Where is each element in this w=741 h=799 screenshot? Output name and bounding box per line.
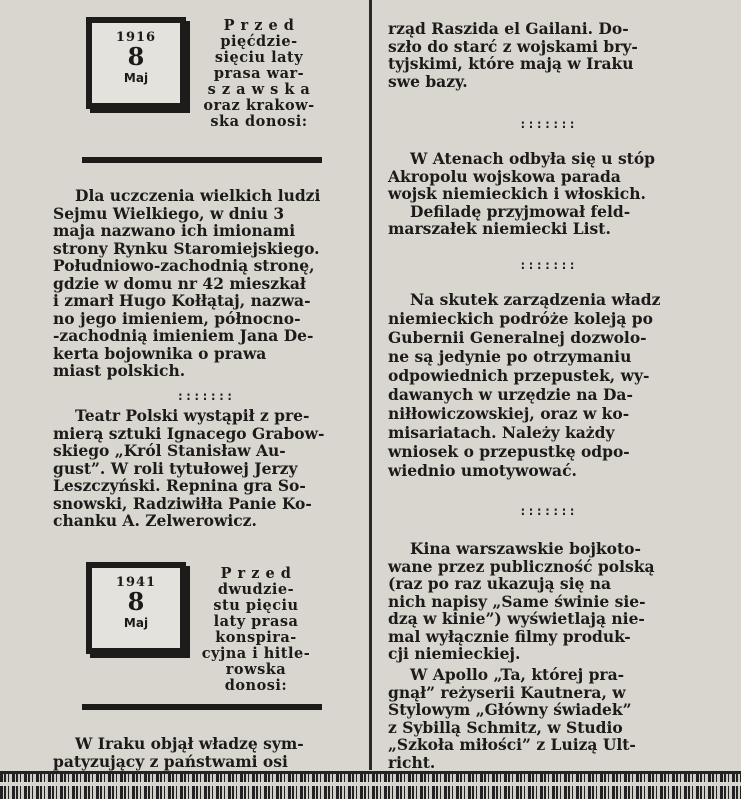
column-divider bbox=[369, 0, 372, 770]
calendar-year: 1916 bbox=[115, 30, 157, 45]
article-paragraph: W Apollo „Ta, której pra- gnął” reżyserii Kautnera, w Stylowym „Główny świadek” z Sybillą Schmitz, w Studio „Szkoła miłości” z Luizą Ult- richt. bbox=[388, 666, 708, 789]
calendar-day: 8 bbox=[127, 42, 145, 71]
article-paragraph: rząd Raszida el Gailani. Do- szło do starć z wojskami bry- tyjskimi, które mają w Iraku swe bazy. bbox=[388, 19, 638, 91]
article-paragraph: Teatr Polski wystąpił z pre- mierą sztuki Ignacego Grabow- skiego „Król Stanisław Au- gust”. W roli tytułowej Jerzy Leszczyński. Repnina gra So- snowski, Radziwiłła Panie Ko- chanku A. Zelwerowicz. bbox=[53, 406, 325, 530]
signature-line: richt. bbox=[388, 754, 708, 789]
calendar-box-1941 bbox=[86, 562, 186, 654]
paragraph-separator: ::::::: bbox=[176, 389, 235, 403]
paragraph-separator: ::::::: bbox=[519, 258, 577, 272]
article-paragraph: Na skutek zarządzenia władz niemieckich podróże koleją po Gubernii Generalnej dozwolo- ne są jedynie po otrzymaniu odpowiednich przepustek, wy- dawanych w urzędzie na Da- niłłowiczowskiej, oraz w ko- misariatach. Należy każdy wniosek o przepustkę odpo- wiednio umotywować. bbox=[388, 290, 661, 480]
calendar-day: 8 bbox=[127, 587, 145, 616]
calendar-month: Maj bbox=[123, 71, 149, 85]
paragraph-separator: ::::::: bbox=[519, 504, 577, 518]
calendar-year: 1941 bbox=[115, 575, 157, 590]
bottom-border bbox=[0, 771, 741, 799]
heading-1916: P r z e d pięćdzie- sięciu laty prasa war- s z a w s k a oraz krakow- ska donosi: bbox=[203, 17, 315, 130]
article-paragraph: Kina warszawskie bojkoto- wane przez publiczność polską (raz po raz ukazują się na nich napisy „Same świnie sie- dzą w kinie”) wyświetlają nie- mal wyłącznie filmy produk- cji niemieckiej. bbox=[388, 539, 655, 663]
calendar-box-1916 bbox=[86, 17, 186, 109]
calendar-month: Maj bbox=[123, 616, 149, 630]
article-paragraph: W Iraku objął władzę sym- patyzujący z państwami osi bbox=[53, 734, 304, 771]
article-paragraph: Dla uczczenia wielkich ludzi Sejmu Wielkiego, w dniu 3 maja nazwano ich imionami strony Rynku Staromiejskiego. Południowo-zachodnią stronę, gdzie w domu nr 42 mieszkał i zmarł Hugo Kołłątaj, nazwa- no jego imieniem, północno- -zachodnią imieniem Jana De- kerta bojownika o prawa miast polskich. bbox=[53, 186, 321, 380]
section-rule bbox=[82, 704, 322, 710]
article-paragraph: W Atenach odbyła się u stóp Akropolu wojskowa parada wojsk niemieckich i włoskich. Defiladę przyjmował feld- marszałek niemiecki List. bbox=[388, 149, 656, 238]
paragraph-separator: ::::::: bbox=[519, 117, 577, 131]
heading-1941: P r z e d dwudzie- stu pięciu laty prasa konspira- cyjna i hitle- rowska donosi: bbox=[201, 565, 311, 694]
section-rule bbox=[82, 157, 322, 163]
